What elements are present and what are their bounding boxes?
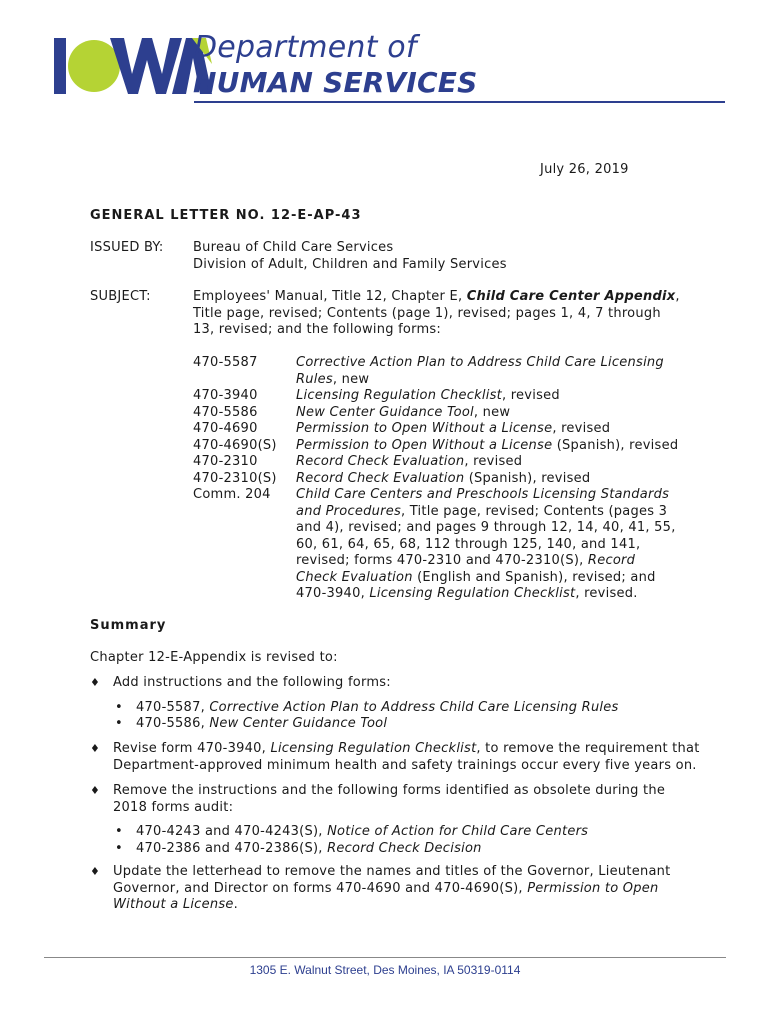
letterhead-rule — [194, 101, 725, 103]
dot-bullet-icon: • — [115, 699, 123, 715]
form-description: and Procedures, Title page, revised; Contents (pages 3 — [296, 503, 668, 519]
diamond-bullet-icon: ♦ — [90, 784, 101, 797]
bullet-text: Add instructions and the following forms: — [113, 675, 391, 690]
footer-rule — [44, 957, 726, 958]
dot-bullet-icon: • — [115, 840, 123, 856]
form-code: 470-5586 — [193, 404, 258, 420]
form-description: Record Check Evaluation (Spanish), revised — [296, 470, 591, 486]
dot-bullet-icon: • — [115, 716, 123, 731]
subject-line: Title page, revised; Contents (page 1), revised; pages 1, 4, 7 through — [193, 306, 661, 321]
summary-intro: Chapter 12-E-Appendix is revised to: — [90, 650, 338, 665]
form-description: Record Check Evaluation, revised — [296, 454, 523, 469]
form-description: Child Care Centers and Preschools Licensing Standards — [296, 487, 670, 502]
sub-bullet-text: 470-2386 and 470-2386(S), Record Check Decision — [136, 840, 482, 856]
subject-label: SUBJECT: — [90, 289, 151, 304]
subject-line: 13, revised; and the following forms: — [193, 322, 442, 337]
form-description: Permission to Open Without a License (Spanish), revised — [296, 437, 679, 453]
form-description: Corrective Action Plan to Address Child Care Licensing — [296, 355, 664, 370]
bullet-text: Remove the instructions and the following forms identified as obsolete during the — [113, 783, 666, 798]
sub-bullet-text: 470-4243 and 470-4243(S), Notice of Action for Child Care Centers — [136, 824, 589, 839]
summary-heading: Summary — [90, 618, 167, 633]
form-code: 470-4690 — [193, 421, 258, 436]
form-code: 470-5587 — [193, 355, 258, 370]
diamond-bullet-icon: ♦ — [90, 676, 101, 689]
form-description: Permission to Open Without a License, revised — [296, 421, 611, 436]
form-description: 60, 61, 64, 65, 68, 112 through 125, 140, and 141, — [296, 536, 641, 552]
diamond-bullet-icon: ♦ — [90, 865, 101, 878]
form-code: 470-2310(S) — [193, 470, 277, 486]
form-description: Licensing Regulation Checklist, revised — [296, 388, 560, 403]
letter-date: July 26, 2019 — [540, 162, 629, 177]
sub-bullet-text: 470-5586, New Center Guidance Tool — [136, 716, 388, 731]
form-code: 470-2310 — [193, 454, 258, 469]
bullet-text: Department-approved minimum health and safety trainings occur every five years on. — [113, 757, 697, 773]
footer-address: 1305 E. Walnut Street, Des Moines, IA 50319-0114 — [249, 963, 521, 977]
department-name-line1: Department of — [194, 30, 417, 65]
issued-by-label: ISSUED BY: — [90, 240, 164, 255]
form-code: 470-4690(S) — [193, 437, 277, 453]
form-description: Rules, new — [296, 371, 370, 387]
sub-bullet-text: 470-5587, Corrective Action Plan to Address Child Care Licensing Rules — [136, 699, 619, 715]
iowa-logo — [52, 34, 212, 98]
department-name-line2: HUMAN SERVICES — [193, 66, 478, 99]
form-description: New Center Guidance Tool, new — [296, 404, 511, 420]
bullet-text: 2018 forms audit: — [113, 799, 234, 815]
bullet-text: Update the letterhead to remove the names and titles of the Governor, Lieutenant — [113, 864, 671, 879]
form-description: revised; forms 470-2310 and 470-2310(S), Record — [296, 553, 636, 568]
subject-line: Employees' Manual, Title 12, Chapter E, Child Care Center Appendix, — [193, 289, 680, 304]
dot-bullet-icon: • — [115, 824, 123, 839]
form-description: and 4), revised; and pages 9 through 12, 14, 40, 41, 55, — [296, 520, 676, 535]
form-description: 470-3940, Licensing Regulation Checklist, revised. — [296, 586, 638, 601]
bullet-text: Governor, and Director on forms 470-4690 and 470-4690(S), Permission to Open — [113, 880, 659, 896]
diamond-bullet-icon: ♦ — [90, 742, 101, 755]
issued-by-line: Bureau of Child Care Services — [193, 240, 394, 255]
bullet-text: Revise form 470-3940, Licensing Regulation Checklist, to remove the requirement that — [113, 741, 700, 756]
form-code: Comm. 204 — [193, 487, 271, 502]
bullet-text: Without a License. — [113, 897, 238, 912]
issued-by-line: Division of Adult, Children and Family Services — [193, 257, 507, 272]
form-description: Check Evaluation (English and Spanish), revised; and — [296, 569, 656, 585]
letter-title: GENERAL LETTER NO. 12-E-AP-43 — [90, 208, 362, 223]
form-code: 470-3940 — [193, 388, 258, 403]
